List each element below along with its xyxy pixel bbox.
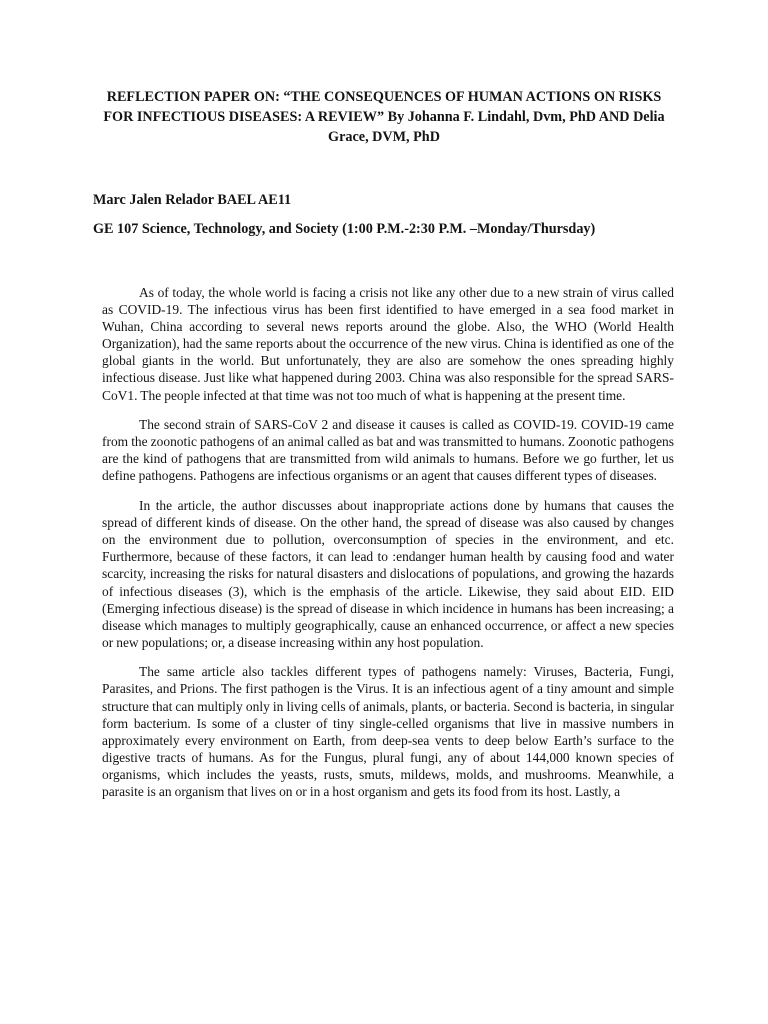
paragraph: The same article also tackles different types of pathogens namely: Viruses, Bacteria, Fungi, Parasites, and Prions. The first pathogen is the Virus. It is an infectious agent of a tiny amount and simple structure that can multiply only in living cells of animals, plants, or bacteria. Second is bacteria, in singular form bacterium. Is some of a cluster of tiny single-celled organisms that live in massive numbers in approximately every environment on Earth, from deep-sea vents to deep below Earth’s surface to the digestive tracts of humans. As for the Fungus, plural fungi, any of about 144,000 known species of organisms, which includes the yeasts, rusts, smuts, mildews, molds, and mushrooms. Meanwhile, a parasite is an organism that lives on or in a host organism and gets its food from its host. Lastly, a xyxy=(102,664,674,800)
document-title: REFLECTION PAPER ON: “THE CONSEQUENCES OF HUMAN ACTIONS ON RISKS FOR INFECTIOUS DISEASES: A REVIEW” By Johanna F. Lindahl, Dvm, PhD AND Delia Grace, DVM, PhD xyxy=(103,89,665,145)
paragraph: As of today, the whole world is facing a crisis not like any other due to a new strain of virus called as COVID-19. The infectious virus has been first identified to have emerged in a sea food market in Wuhan, China according to several news reports around the globe. Also, the WHO (World Health Organization), had the same reports about the occurrence of the new virus. China is identified as one of the global giants in the world. But unfortunately, they are also are somehow the ones spreading highly infectious disease. Just like what happened during 2003. China was also responsible for the spread SARS-CoV1. The people infected at that time was not too much of what is happening at the present time. xyxy=(102,285,674,403)
paragraph: The second strain of SARS-CoV 2 and disease it causes is called as COVID-19. COVID-19 came from the zoonotic pathogens of an animal called as bat and was transmitted to humans. Zoonotic pathogens are the kind of pathogens that are transmitted from wild animals to humans. Before we go further, let us define pathogens. Pathogens are infectious organisms or an agent that causes different types of diseases. xyxy=(102,417,674,484)
author-line: Marc Jalen Relador BAEL AE11 xyxy=(93,192,292,208)
course-line: GE 107 Science, Technology, and Society (1:00 P.M.-2:30 P.M. –Monday/Thursday) xyxy=(93,221,596,237)
document-body xyxy=(102,284,674,813)
paragraph: In the article, the author discusses about inappropriate actions done by humans that causes the spread of different kinds of disease. On the other hand, the spread of disease was also caused by changes on the environment due to pollution, overconsumption of species in the environment, and etc. Furthermore, because of these factors, it can lead to :endanger human health by causing food and water scarcity, increasing the risks for natural disasters and dislocations of populations, and growing the hazards of infectious diseases (3), which is the emphasis of the article. Likewise, they said about EID. EID (Emerging infectious disease) is the spread of disease in which incidence in humans has been increasing; a disease which manages to multiply geographically, cause an enhanced occurrence, or affect a new species or new populations; or, a disease increasing within any host population. xyxy=(102,498,674,650)
